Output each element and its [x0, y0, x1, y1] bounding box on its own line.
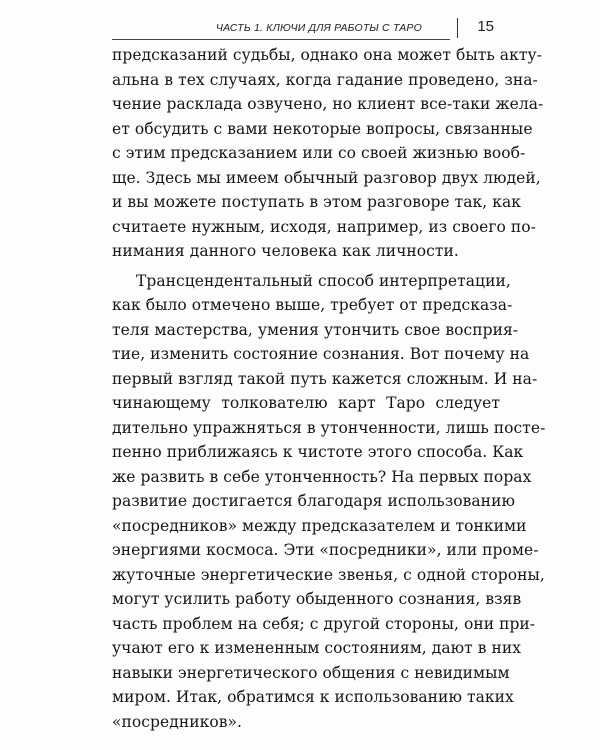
- text-line: навыки энергетического общения с невидимым: [112, 663, 510, 682]
- text-line: энергиями космоса. Эти «посредники», или проме-: [112, 541, 539, 559]
- text-line: развитие достигается благодаря использованию: [112, 492, 515, 510]
- text-line: часть проблем на себя; с другой стороны, они при-: [112, 614, 536, 633]
- page-number: 15: [477, 18, 494, 35]
- text-line: ет обсудить с вами некоторые вопросы, связанные: [112, 119, 533, 138]
- text-line: Трансцендентальный способ интерпретации,: [136, 271, 511, 290]
- running-head: [110, 14, 510, 40]
- text-line: могут усилить работу обыденного сознания, взяв: [112, 590, 522, 608]
- text-line: миром. Итак, обратимся к использованию таких: [112, 688, 514, 706]
- chapter-title: ЧАСТЬ 1. КЛЮЧИ ДЛЯ РАБОТЫ С ТАРО: [215, 22, 422, 34]
- text-line: как было отмечено выше, требует от предсказа-: [112, 296, 513, 314]
- header-divider: [457, 18, 458, 38]
- header-rule: [112, 39, 450, 40]
- text-line: же развить в себе утонченность? На первых порах: [112, 467, 532, 486]
- text-line: «посредников» между предсказателем и тонкими: [112, 516, 527, 535]
- text-line: альна в тех случаях, когда гадание проведено, зна-: [112, 70, 538, 89]
- text-line: ще. Здесь мы имеем обычный разговор двух людей,: [112, 168, 541, 187]
- text-line: жуточные энергетические звенья, с одной стороны,: [112, 565, 545, 584]
- text-line: и вы можете поступать в этом разговоре так, как: [112, 193, 521, 211]
- paragraph-1: [112, 43, 544, 264]
- paragraph-2: [112, 269, 546, 735]
- text-line: «посредников».: [112, 712, 242, 731]
- text-line: нимания данного человека как личности.: [112, 242, 459, 260]
- text-line: тие, изменить состояние сознания. Вот почему на: [112, 345, 530, 363]
- text-line: пенно приближаясь к чистоте этого способа. Как: [112, 443, 524, 461]
- text-line: считаете нужным, исходя, например, из своего по-: [112, 217, 536, 236]
- text-line: дительно упражняться в утонченности, лишь посте-: [112, 418, 546, 437]
- text-line: теля мастерства, умения утончить свое восприя-: [112, 320, 519, 339]
- text-line: предсказаний судьбы, однако она может быть акту-: [112, 46, 542, 64]
- text-line: учают его к измененным состояниям, дают в них: [112, 639, 522, 657]
- text-line: с этим предсказанием или со своей жизнью вооб-: [112, 144, 526, 162]
- text-line: первый взгляд такой путь кажется сложным. И на-: [112, 369, 538, 388]
- text-line: чение расклада озвучено, но клиент все-таки жела-: [112, 95, 544, 113]
- text-line: чинающему толкователю карт Таро следует: [112, 394, 500, 412]
- body-text: [112, 43, 546, 734]
